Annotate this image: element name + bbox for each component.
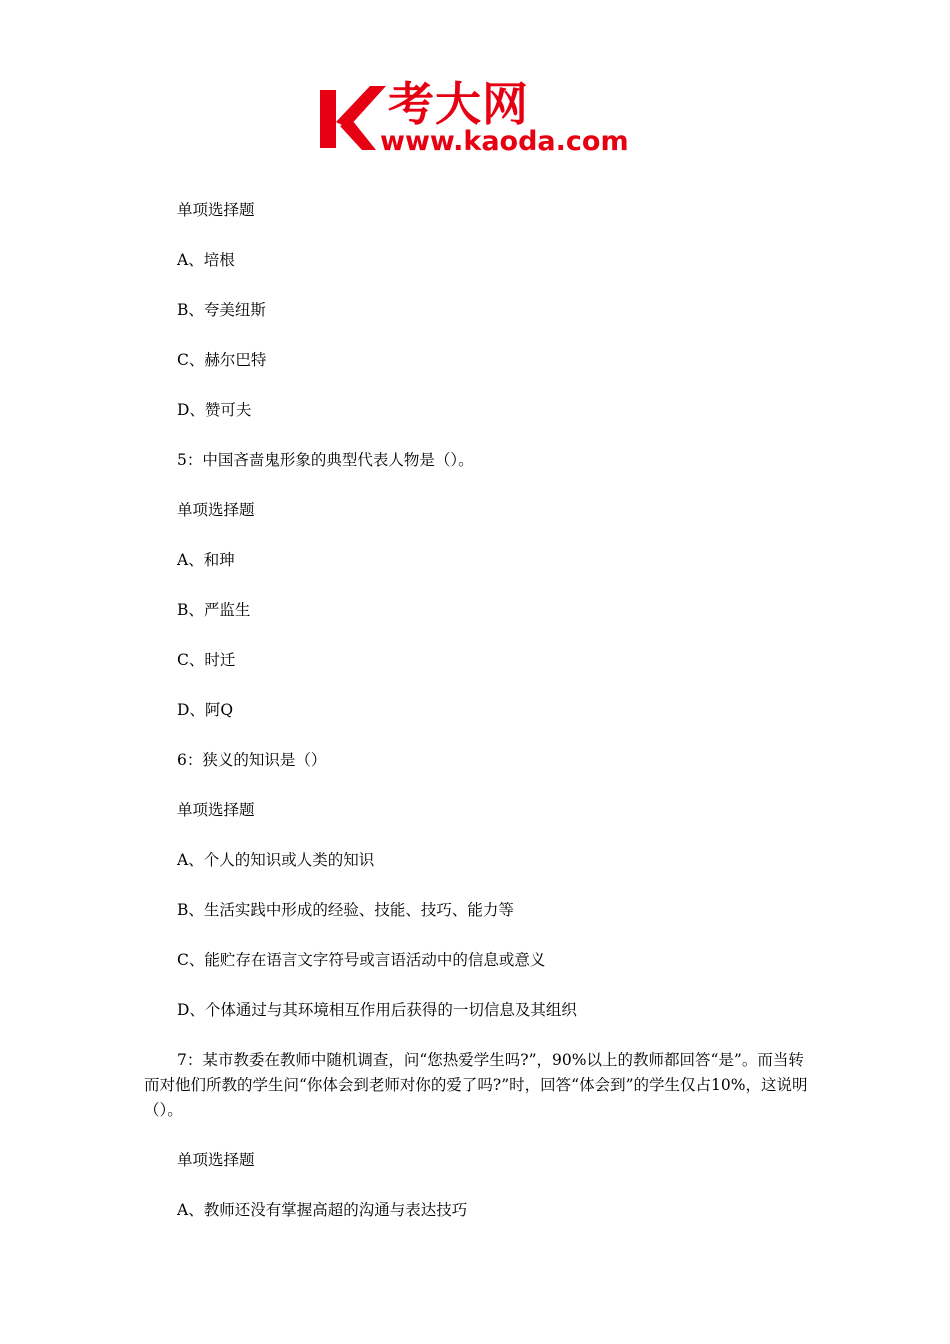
option-d: D、赞可夫 bbox=[177, 401, 252, 419]
question-type-label: 单项选择题 bbox=[177, 1151, 255, 1169]
option-b: B、严监生 bbox=[177, 601, 251, 619]
option-d: D、个体通过与其环境相互作用后获得的一切信息及其组织 bbox=[177, 1001, 577, 1019]
kaoda-logo bbox=[318, 77, 638, 162]
option-a: A、培根 bbox=[177, 251, 235, 269]
question-6: 6：狭义的知识是（） bbox=[177, 751, 327, 769]
document-content bbox=[144, 198, 814, 1248]
question-7: 7：某市教委在教师中随机调查，问“您热爱学生吗?”，90%以上的教师都回答“是”。而当转而对他们所教的学生问“你体会到老师对你的爱了吗?”时，回答“体会到”的学生仅占10%，这说明（）。 bbox=[144, 1051, 808, 1119]
option-c: C、能贮存在语言文字符号或言语活动中的信息或意义 bbox=[177, 951, 546, 969]
option-b: B、生活实践中形成的经验、技能、技巧、能力等 bbox=[177, 901, 514, 919]
k-logo-icon bbox=[318, 82, 388, 154]
option-b: B、夸美纽斯 bbox=[177, 301, 266, 319]
question-type-label: 单项选择题 bbox=[177, 801, 255, 819]
logo-url-text: www.kaoda.com bbox=[380, 126, 629, 157]
option-d: D、阿Q bbox=[177, 701, 234, 719]
question-type-label: 单项选择题 bbox=[177, 501, 255, 519]
question-type-label: 单项选择题 bbox=[177, 201, 255, 219]
question-5: 5：中国吝啬鬼形象的典型代表人物是（）。 bbox=[177, 451, 474, 469]
option-c: C、时迁 bbox=[177, 651, 236, 669]
option-c: C、赫尔巴特 bbox=[177, 351, 267, 369]
option-a: A、个人的知识或人类的知识 bbox=[177, 851, 375, 869]
logo-chinese-text: 考大网 bbox=[388, 77, 529, 131]
option-a: A、教师还没有掌握高超的沟通与表达技巧 bbox=[177, 1201, 468, 1219]
option-a: A、和珅 bbox=[177, 551, 235, 569]
